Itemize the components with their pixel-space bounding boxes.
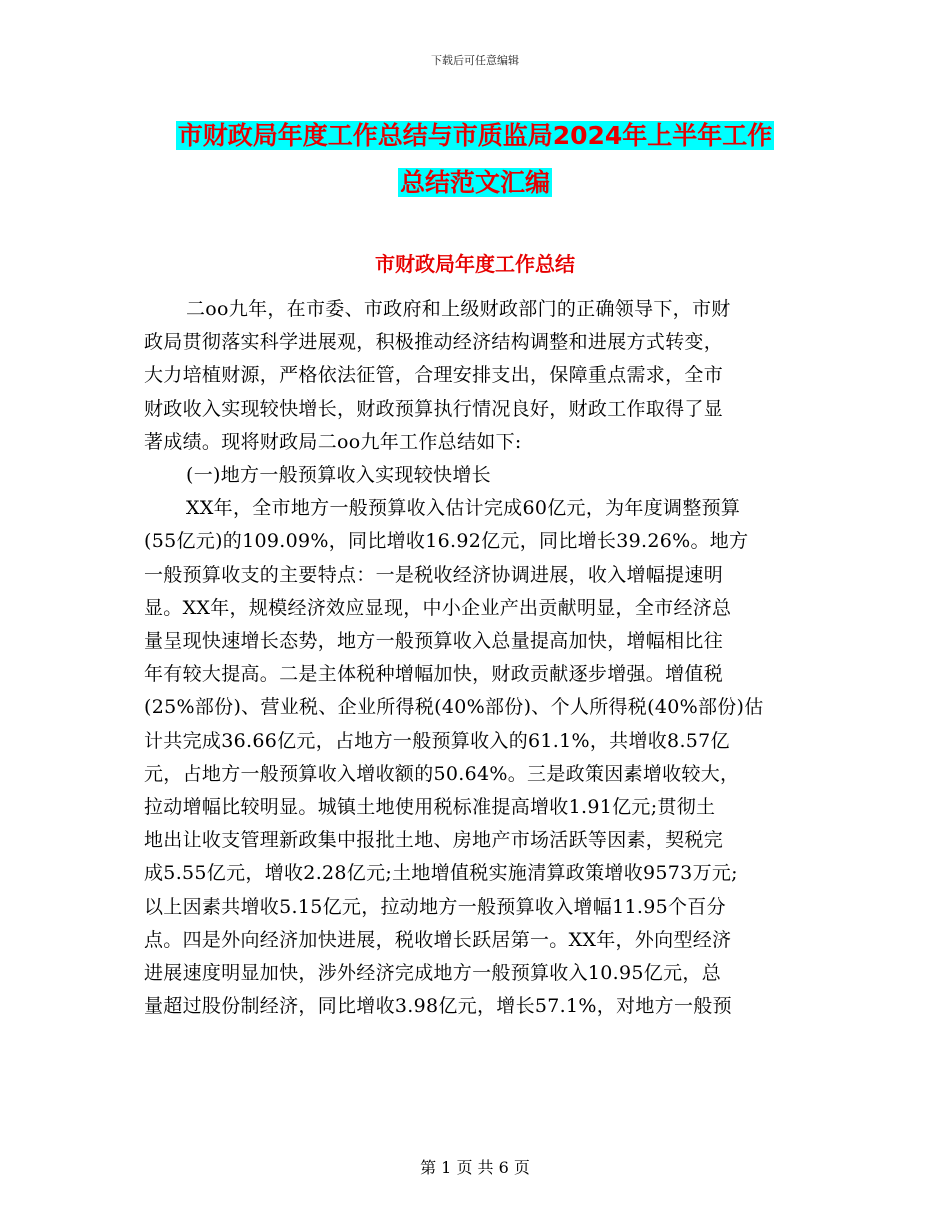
subheading-line: (一)地方一般预算收入实现较快增长	[186, 464, 491, 487]
document-title-line-2: 总结范文汇编	[399, 168, 550, 197]
paragraph-line: 显。XX年，规模经济效应显现，中小企业产出贡献明显，全市经济总	[144, 596, 732, 619]
paragraph-line: 地出让收支管理新政集中报批土地、房地产市场活跃等因素，契税完	[144, 829, 724, 852]
paragraph-line: 二oo九年，在市委、市政府和上级财政部门的正确领导下，市财	[186, 298, 731, 320]
paragraph-line: 成5.55亿元，增收2.28亿元;土地增值税实施清算政策增收9573万元;	[144, 862, 738, 885]
paragraph-line: 一般预算收支的主要特点：一是税收经济协调进展，收入增幅提速明	[144, 563, 724, 586]
paragraph-line: XX年，全市地方一般预算收入估计完成60亿元，为年度调整预算	[186, 497, 741, 520]
section-title: 市财政局年度工作总结	[375, 252, 575, 276]
paragraph-line: 计共完成36.66亿元，占地方一般预算收入的61.1%，共增收8.57亿	[144, 729, 730, 752]
paragraph-line: 以上因素共增收5.15亿元，拉动地方一般预算收入增幅11.95个百分	[144, 895, 726, 918]
paragraph-line: 元，占地方一般预算收入增收额的50.64%。三是政策因素增收较大，	[144, 762, 740, 785]
paragraph-line: 著成绩。现将财政局二oo九年工作总结如下:	[144, 430, 522, 453]
paragraph-line: 大力培植财源，严格依法征管，合理安排支出，保障重点需求，全市	[144, 364, 724, 387]
document-title-line-1: 市财政局年度工作总结与市质监局2024年上半年工作	[177, 121, 773, 150]
paragraph-line: 政局贯彻落实科学进展观，积极推动经济结构调整和进展方式转变，	[144, 331, 724, 354]
paragraph-line: (55亿元)的109.09%，同比增收16.92亿元，同比增长39.26%。地方	[144, 530, 749, 553]
paragraph-line: 拉动增幅比较明显。城镇土地使用税标准提高增收1.91亿元;贯彻土	[144, 796, 716, 819]
paragraph-line: 量呈现快速增长态势，地方一般预算收入总量提高加快，增幅相比往	[144, 630, 724, 653]
paragraph-line: 量超过股份制经济，同比增收3.98亿元，增长57.1%，对地方一般预	[144, 995, 732, 1018]
paragraph-line: (25%部份)、营业税、企业所得税(40%部份)、个人所得税(40%部份)估	[144, 696, 764, 719]
paragraph-line: 年有较大提高。二是主体税种增幅加快，财政贡献逐步增强。增值税	[144, 663, 724, 686]
page-header: 下载后可任意编辑	[431, 54, 519, 67]
document-title	[0, 112, 950, 206]
paragraph-line: 点。四是外向经济加快进展，税收增长跃居第一。XX年，外向型经济	[144, 928, 732, 951]
body-text	[144, 293, 814, 1023]
paragraph-line: 财政收入实现较快增长，财政预算执行情况良好，财政工作取得了显	[144, 397, 724, 420]
paragraph-line: 进展速度明显加快，涉外经济完成地方一般预算收入10.95亿元，总	[144, 962, 721, 985]
page-number: 第 1 页 共 6 页	[420, 1158, 530, 1177]
